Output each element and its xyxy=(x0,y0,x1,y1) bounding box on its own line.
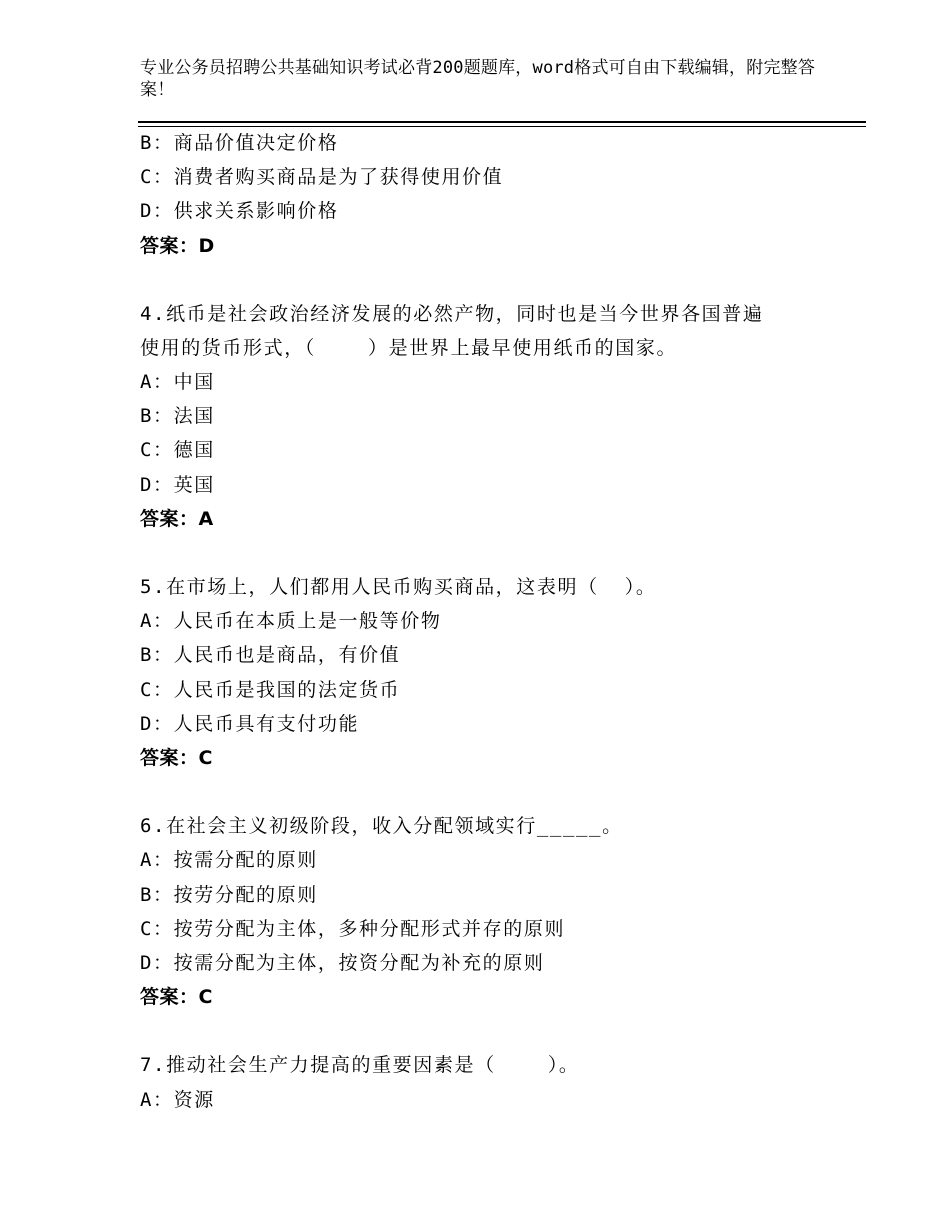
q5-option-c: C：人民币是我国的法定货币 xyxy=(140,679,401,701)
q5-option-b: B：人民币也是商品，有价值 xyxy=(140,644,401,666)
q6-option-d: D：按需分配为主体，按资分配为补充的原则 xyxy=(140,952,545,974)
q4-option-d: D：英国 xyxy=(140,474,215,496)
q5-option-d: D：人民币具有支付功能 xyxy=(140,713,360,735)
q4-option-c: C：德国 xyxy=(140,439,215,461)
q4-stem-line2: 使用的货币形式，（ ）是世界上最早使用纸币的国家。 xyxy=(140,337,678,359)
q3-option-c: C：消费者购买商品是为了获得使用价值 xyxy=(140,166,504,188)
q4-option-b: B：法国 xyxy=(140,405,215,427)
q3-answer: 答案：D xyxy=(140,235,215,257)
q6-option-a: A：按需分配的原则 xyxy=(140,849,318,871)
q5-stem: 5.在市场上，人们都用人民币购买商品，这表明（ ）。 xyxy=(140,576,657,598)
q6-answer: 答案：C xyxy=(140,986,213,1008)
q7-stem: 7.推动社会生产力提高的重要因素是（ ）。 xyxy=(140,1054,580,1076)
header-rule-thin xyxy=(138,126,866,127)
q3-option-d: D：供求关系影响价格 xyxy=(140,200,339,222)
q5-option-a: A：人民币在本质上是一般等价物 xyxy=(140,610,442,632)
page-header: 专业公务员招聘公共基础知识考试必背200题题库，word格式可自由下载编辑，附完整答案！ xyxy=(140,58,816,100)
q6-stem: 6.在社会主义初级阶段，收入分配领域实行_____。 xyxy=(140,815,623,837)
q4-option-a: A：中国 xyxy=(140,371,215,393)
q7-option-a: A：资源 xyxy=(140,1089,215,1111)
q4-stem-line1: 4.纸币是社会政治经济发展的必然产物，同时也是当今世界各国普遍 xyxy=(140,303,764,325)
q4-answer: 答案：A xyxy=(140,508,214,530)
header-rule-thick xyxy=(138,121,866,123)
q5-answer: 答案：C xyxy=(140,747,213,769)
q3-option-b: B：商品价值决定价格 xyxy=(140,132,339,154)
q6-option-b: B：按劳分配的原则 xyxy=(140,884,318,906)
q6-option-c: C：按劳分配为主体，多种分配形式并存的原则 xyxy=(140,918,566,940)
